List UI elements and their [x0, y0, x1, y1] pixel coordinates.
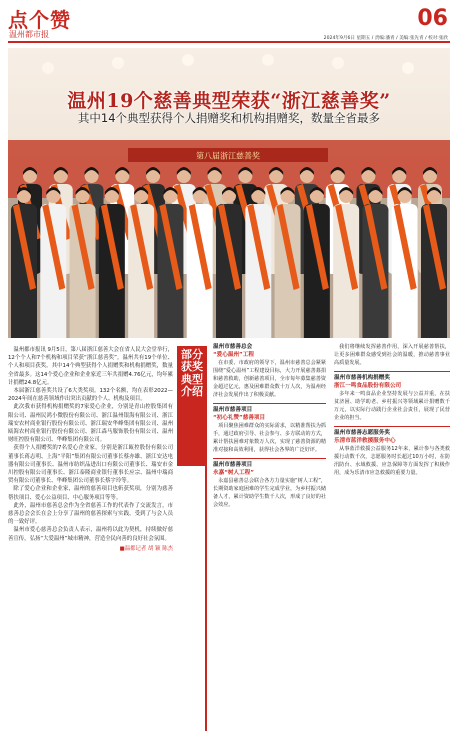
divider	[334, 426, 450, 427]
awardee-figure	[362, 187, 388, 338]
stage-banner-text: 第八届浙江慈善奖	[196, 151, 260, 161]
headline-title: 温州19个慈善典型荣获“浙江慈善奖”	[67, 90, 391, 112]
lead-paragraph: 本届浙江慈善奖共设了6大类奖项。132个名额，均在表彰2022—2024年间在慈善领域作出突出贡献的个人、机构及项目。	[8, 388, 173, 403]
awardee-figure	[99, 187, 125, 338]
divider	[213, 403, 326, 404]
profile-text: 项目聚焦困难群众的实际需求，以精准帮扶为抓手，通过政府引导、社会参与、多方联动的方式，累计帮扶困难对象数万人次，实现了慈善资源的精准对接和高效利用，获得社会各界的广泛好评。	[213, 423, 326, 453]
profile-label: 温州市慈善总会	[213, 344, 253, 350]
vertical-banner-text: 部分获奖典型介绍	[181, 348, 203, 399]
awardee-figure	[275, 187, 301, 338]
profile-title: “初心礼赞”慈善项目	[213, 415, 266, 421]
profile-text: 在市委、市政府的领导下，温州市慈善总会紧紧围绕“爱心温州”工程建设目标，大力开展慈善募捐和慈善救助，创新慈善项目，全市每年募集慈善资金超过亿元，惠及困难群众数十万人次，为温州经济社会发展作出了积极贡献。	[213, 360, 326, 398]
lead-paragraph: 此次我市获得机构捐赠奖的7家爱心企业，分别是青山控股集团有限公司、温州民鸿小微股份有限公司、浙江温州银海有限公司、浙江瑞安农村商业银行股份有限公司、浙江瑞安华峰集团有限公司、温州瓯海农村商业银行股份有限公司、浙江森马服饰股份有限公司、温州财旺控股有限公司、华峰集团有限公司。	[8, 404, 173, 444]
header-rule	[8, 41, 450, 43]
lead-paragraph: 获得个人捐赠奖的7名爱心企业家，分别是浙江瓯控股份有限公司董事长蒋志明、上海“平阳”集团有限公司董事长蔡亦雄、浙江安达电器有限公司董事长、温州市纺织品进出口有限公司董事长、瑞安市金川控股有限公司董事长、浙江泰隆商业银行董事长应宗、温州中瑞商贸有限公司董事长、华峰集团公司董事长蔡宇玲等。	[8, 445, 173, 485]
profile-item	[334, 374, 450, 422]
awardee-figure	[157, 187, 183, 338]
section-title: 点个赞	[8, 8, 71, 32]
profile-label: 温州市慈善机构捐赠奖	[334, 375, 390, 381]
profile-title: 浙江一鸣食品股份有限公司	[334, 383, 402, 389]
profile-label: 温州市慈善志愿服务奖	[334, 430, 390, 436]
column-divider	[205, 346, 207, 731]
dateline: 2024年9月6日 星期五 / 责编:潘青 / 美编:张先青 / 校对:张欣	[321, 35, 448, 41]
awardee-figure	[421, 187, 447, 338]
profiles-column-middle	[213, 343, 326, 509]
awardee-figure	[187, 187, 213, 338]
awardee-figure	[11, 187, 37, 338]
profile-title: “爱心温州”工程	[213, 352, 254, 358]
awardee-figure	[128, 187, 154, 338]
profile-item	[213, 406, 326, 454]
profile-item	[213, 461, 326, 509]
awardee-figure	[245, 187, 271, 338]
profile-text: 永嘉县慈善总会联合各方力量实施“树人工程”，长期资助家庭困难的学生完成学业，为乡村振兴储备人才，累计资助学生数千人次，形成了良好的社会效应。	[213, 478, 326, 508]
awardee-figure	[216, 187, 242, 338]
lead-paragraph: 除了爱心企业和企业家，温州的慈善项目也斩获奖项，分别为慈善帮扶项目、爱心公益项目、中心服务项目等等。	[8, 486, 173, 501]
profile-title: 永嘉“树人工程”	[213, 470, 254, 476]
profile-label: 温州市慈善项目	[213, 462, 253, 468]
profile-title: 乐清市蓝洋救援服务中心	[334, 438, 396, 444]
awardee-figure	[392, 187, 418, 338]
profile-item	[213, 343, 326, 399]
divider	[334, 371, 450, 372]
profile-label: 温州市慈善项目	[213, 407, 253, 413]
awardee-figure	[304, 187, 330, 338]
page-header	[0, 0, 458, 52]
lead-paragraph: 此外，温州市慈善总会作为全省慈善工作的代表作了交流发言，市慈善总会会长在会上分享了温州的慈善探索与实践，受到了与会人员的一致好评。	[8, 502, 173, 526]
awardee-figure	[70, 187, 96, 338]
awardee-figure	[333, 187, 359, 338]
lead-paragraph: 温州都市报讯 9月5日，第八届浙江慈善大会在省人民大会堂举行，12个个人和7个机构和项目荣获“浙江慈善奖”。温州共有19个单位、个人和项目获奖，其中14个典型获得个人捐赠奖和机构捐赠奖，数量全省最多。这14个爱心企业和企业家近三年共捐赠4.76亿元，均年累计捐赠24.8亿元。	[8, 347, 173, 386]
lead-paragraph: 温州市爱心慈善总会负责人表示，温州将以此为契机，持续做好慈善宣传，弘扬“大爱温州”城市精神，营造全民向善的良好社会氛围。	[8, 527, 173, 542]
profile-text: 多年来一鸣食品企业坚持发展与公益并重，在扶贫济困、助学助老、乡村振兴等领域累计捐赠数千万元，以实际行动践行企业社会责任，展现了民营企业的担当。	[334, 391, 450, 421]
lead-article	[8, 346, 173, 553]
divider	[213, 458, 326, 459]
profiles-column-right	[334, 343, 450, 477]
profile-item	[334, 429, 450, 477]
page-number: 06	[417, 6, 448, 31]
profile-text: 从事蓝洋救援公益服务12年来，累计参与各类救援行动数千次，志愿服务时长超过10万小时，在防汛防台、水域救援、应急保障等方面发挥了积极作用，成为乐清市应急救援的重要力量。	[334, 446, 450, 476]
section-subtitle: 温州都市报	[9, 30, 49, 39]
headline-subtitle: 其中14个典型获得个人捐赠奖和机构捐赠奖，数量全省最多	[77, 111, 381, 125]
intro-text: 我们将继续发挥慈善作用，深入开展慈善帮扶，让更多困难群众感受到社会的温暖，推动慈善事业高质量发展。	[334, 344, 450, 366]
awardee-figure	[40, 187, 66, 338]
byline: ■温都记者 胡 颖 陈杰	[119, 545, 173, 552]
